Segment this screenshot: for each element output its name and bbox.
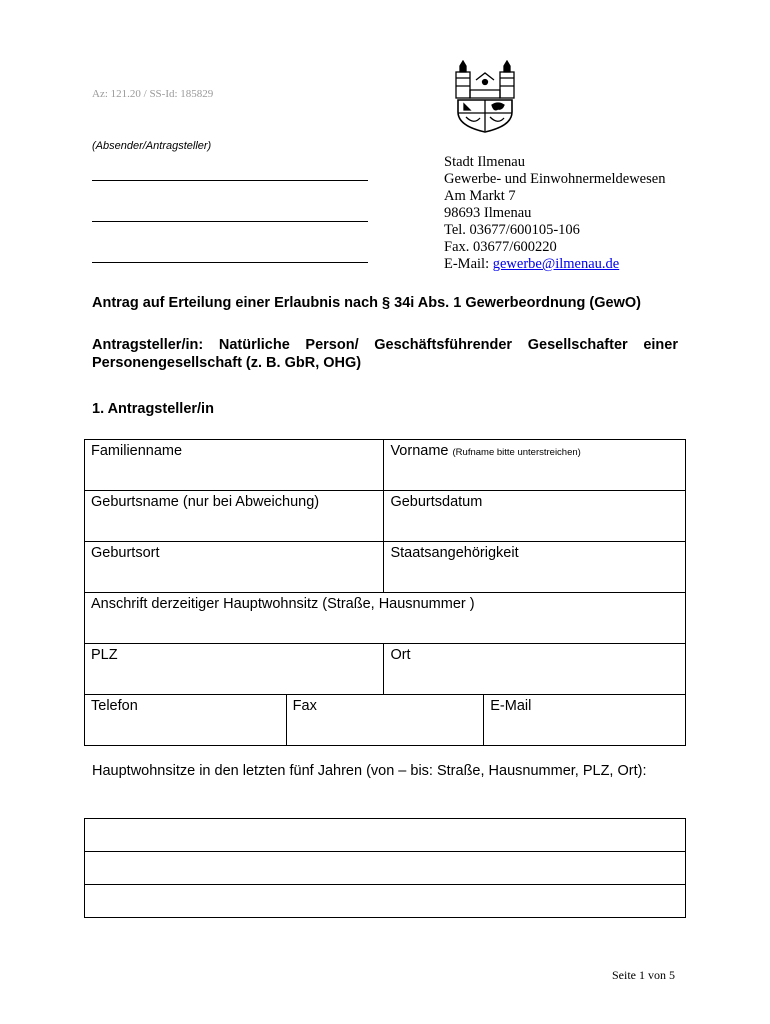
vorname-field[interactable] (384, 440, 686, 491)
address-line: Tel. 03677/600105-106 (444, 222, 580, 238)
address-line: Am Markt 7 (444, 188, 516, 204)
field-hint: (Rufname bitte unterstreichen) (452, 447, 581, 458)
ort-field[interactable] (384, 644, 686, 695)
field-label: Telefon (91, 698, 138, 714)
field-label: Geburtsname (nur bei Abweichung) (91, 494, 320, 510)
geburtsdatum-field[interactable] (384, 491, 686, 542)
address-line: Stadt Ilmenau (444, 154, 525, 170)
field-label: Familienname (91, 443, 183, 459)
field-label: Ort (390, 647, 411, 663)
address-line: Fax. 03677/600220 (444, 239, 557, 255)
geburtsort-field[interactable] (85, 542, 384, 593)
field-label: Geburtsort (91, 545, 160, 561)
geburtsname-field[interactable] (85, 491, 384, 542)
field-label: Geburtsdatum (390, 494, 483, 510)
address-line: Gewerbe- und Einwohnermeldewesen (444, 171, 666, 187)
field-label: Anschrift derzeitiger Hauptwohnsitz (Straße, Hausnummer ) (91, 596, 475, 612)
previous-residence-row[interactable] (85, 885, 686, 918)
address-email-line (444, 256, 665, 273)
field-label: Vorname (390, 443, 449, 459)
fax-field[interactable] (286, 695, 484, 746)
sender-line-2[interactable] (92, 221, 368, 222)
sender-line-3[interactable] (92, 262, 368, 263)
section-heading: 1. Antragsteller/in (92, 401, 214, 417)
previous-residences-label: Hauptwohnsitze in den letzten fünf Jahren (von – bis: Straße, Hausnummer, PLZ, Ort): (92, 763, 647, 779)
reference-number: Az: 121.20 / SS-Id: 185829 (92, 88, 214, 100)
staatsangehoerigkeit-field[interactable] (384, 542, 686, 593)
field-label: Fax (292, 698, 317, 714)
email-label: E-Mail: (444, 256, 493, 272)
field-label: PLZ (91, 647, 118, 663)
previous-residences-table (84, 818, 686, 918)
previous-residence-row[interactable] (85, 819, 686, 852)
previous-residence-row[interactable] (85, 852, 686, 885)
telefon-field[interactable] (85, 695, 287, 746)
field-label: E-Mail (490, 698, 532, 714)
page-number: Seite 1 von 5 (612, 968, 675, 982)
sender-label: (Absender/Antragsteller) (92, 140, 212, 152)
document-subtitle: Antragsteller/in: Natürliche Person/ Geschäftsführender Gesellschafter einer Personengesellschaft (z. B. GbR, OHG) (92, 337, 678, 371)
sender-line-1[interactable] (92, 180, 368, 181)
anschrift-field[interactable] (85, 593, 686, 644)
email-field[interactable] (484, 695, 686, 746)
document-title: Antrag auf Erteilung einer Erlaubnis nach § 34i Abs. 1 Gewerbeordnung (GewO) (92, 295, 641, 311)
address-line: 98693 Ilmenau (444, 205, 532, 221)
familienname-field[interactable] (85, 440, 384, 491)
email-link[interactable]: gewerbe@ilmenau.de (492, 256, 620, 272)
field-label: Staatsangehörigkeit (390, 545, 519, 561)
city-coat-of-arms-icon (446, 60, 524, 134)
plz-field[interactable] (85, 644, 384, 695)
recipient-address (444, 154, 665, 273)
applicant-form-table (84, 439, 686, 746)
